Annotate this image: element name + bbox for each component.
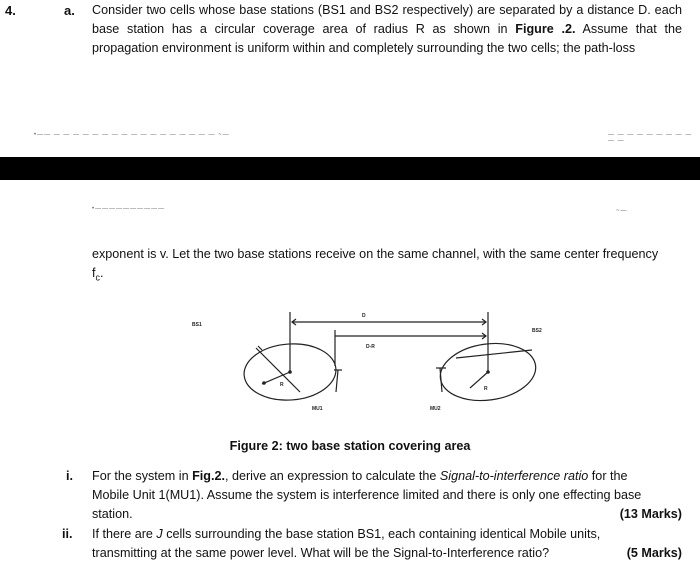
item-ii-number: ii. bbox=[62, 527, 73, 541]
item-i-line-1 bbox=[92, 467, 682, 486]
frequency-subscript: c bbox=[95, 272, 100, 283]
label-bs2: BS2 bbox=[532, 328, 542, 334]
intro-line-1: Consider two cells whose base stations (BS1 and BS2 respectively) are separated by a distance D. each bbox=[92, 3, 682, 17]
figure-reference: Figure .2. bbox=[515, 22, 576, 36]
item-i-mid: , derive an expression to calculate the bbox=[224, 469, 440, 483]
item-i-line1-end: for the bbox=[588, 469, 628, 483]
item-i-number: i. bbox=[66, 469, 73, 483]
item-ii-line-1 bbox=[92, 525, 682, 544]
label-d: D bbox=[362, 313, 366, 319]
item-i-pre: For the system in bbox=[92, 469, 193, 483]
frequency-symbol: f bbox=[92, 266, 96, 280]
item-i-emph: Signal-to-interference ratio bbox=[439, 469, 589, 483]
scan-fragment-left-top: •—— — — — — — — — — — — — — — — — — — ~— bbox=[34, 132, 230, 138]
label-dr: D-R bbox=[366, 344, 375, 350]
scan-fragment-right-bottom: ~— bbox=[616, 208, 628, 214]
item-i-text bbox=[92, 467, 682, 524]
figure-caption: Figure 2: two base station covering area bbox=[229, 439, 471, 453]
question-part: a. bbox=[64, 3, 75, 18]
scan-fragment-right-top: — — — — — — — — — — — bbox=[608, 132, 693, 144]
item-i-line3-text: station. bbox=[92, 507, 133, 521]
label-bs1: BS1 bbox=[192, 322, 202, 328]
item-i-marks: (13 Marks) bbox=[619, 507, 682, 521]
continuation-line-1: exponent is v. Let the two base stations receive on the same channel, with the same center frequency bbox=[92, 247, 659, 261]
item-ii-line1-end: cells surrounding the base station BS1, each containing identical Mobile units, bbox=[162, 527, 601, 541]
label-mu2: MU2 bbox=[430, 406, 441, 412]
item-i-figref: Fig.2. bbox=[192, 469, 225, 483]
label-r2: R bbox=[484, 386, 488, 392]
frequency-period: . bbox=[100, 266, 104, 280]
intro-line-3: propagation environment is uniform within and completely surrounding the two cells; the path-loss bbox=[92, 41, 636, 55]
item-ii-marks: (5 Marks) bbox=[626, 546, 682, 560]
intro-line-2-tail: Assume that the bbox=[582, 22, 683, 36]
item-ii-emph: J bbox=[156, 527, 163, 541]
label-mu1: MU1 bbox=[312, 406, 323, 412]
question-number: 4. bbox=[5, 3, 16, 18]
intro-line-2-text: base station has a circular coverage area of radius R as shown in bbox=[92, 22, 508, 36]
item-ii-line-2 bbox=[92, 544, 682, 563]
item-ii-line2-text: transmitting at the same power level. What will be the Signal-to-Interference ratio? bbox=[92, 546, 550, 560]
scan-fragment-left-bottom: •—————————— bbox=[92, 206, 166, 212]
item-ii-pre: If there are bbox=[92, 527, 157, 541]
item-ii-text bbox=[92, 525, 682, 563]
label-r1: R bbox=[280, 382, 284, 388]
item-i-line-3 bbox=[92, 505, 682, 524]
item-i-line-2: Mobile Unit 1(MU1). Assume the system is interference limited and there is only one effecting base bbox=[92, 488, 642, 502]
mu1-antenna bbox=[336, 370, 338, 392]
